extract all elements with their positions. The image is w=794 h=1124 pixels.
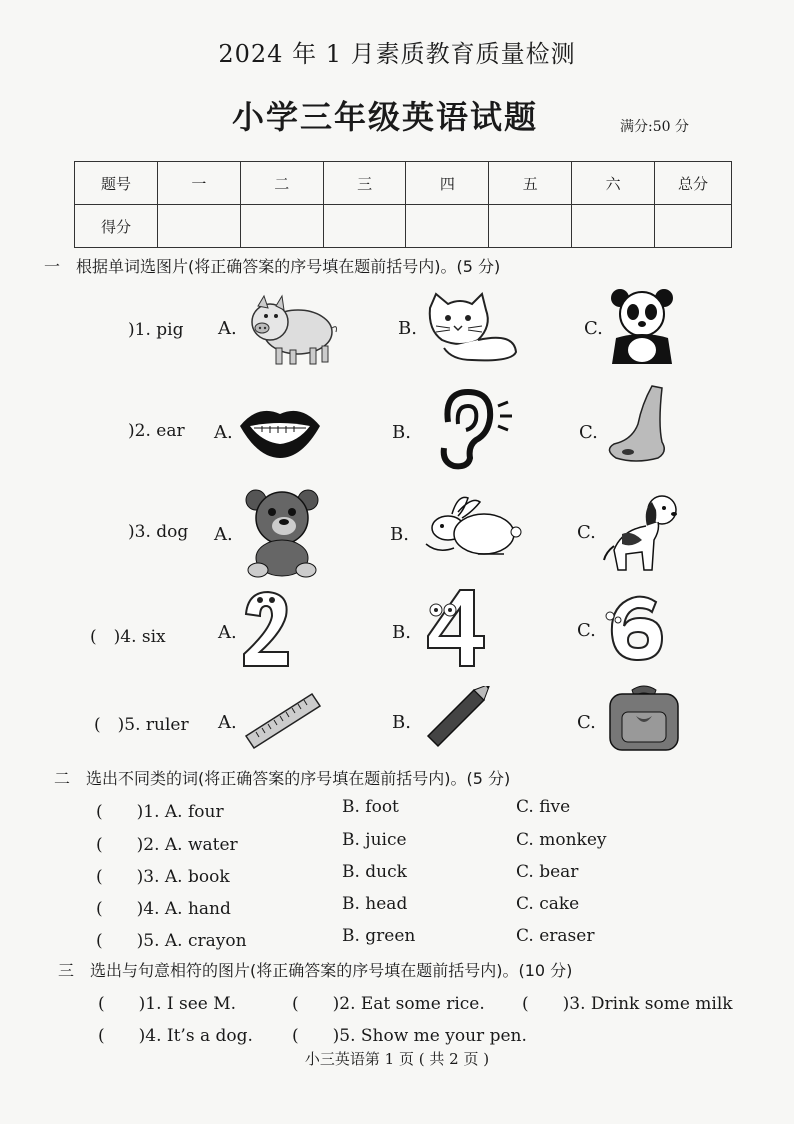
score-blank[interactable] [240,205,323,248]
score-cell: 三 [323,162,406,205]
q3-option-a: A. [214,524,233,545]
s3-q2: ( )2. Eat some rice. [292,994,485,1014]
section1-title: 一 根据单词选图片(将正确答案的序号填在题前括号内)。(5 分) [44,257,501,276]
score-cell: 题号 [75,162,158,205]
s2-q3-c: C. bear [516,862,579,882]
number-2-icon [240,588,294,670]
q5-option-b: B. [392,712,411,733]
s2-q3-a: ( )3. A. book [96,867,230,887]
number-4-icon [424,586,488,670]
s3-q3: ( )3. Drink some milk [522,994,733,1014]
ruler-icon [242,690,324,750]
score-blank[interactable] [572,205,655,248]
exam-subtitle: 2024 年 1 月素质教育质量检测 [218,40,576,68]
score-cell: 六 [572,162,655,205]
mouth-icon [238,402,322,460]
rabbit-icon [418,492,524,562]
s2-q3-b: B. duck [342,862,407,882]
s2-q1-c: C. five [516,797,571,817]
q4-option-a: A. [218,622,237,643]
score-table [74,161,732,248]
s2-q1-b: B. foot [342,797,399,817]
score-blank[interactable] [406,205,489,248]
q2-option-c: C. [579,422,598,443]
section3-title: 三 选出与句意相符的图片(将正确答案的序号填在题前括号内)。(10 分) [58,961,573,980]
s3-q5: ( )5. Show me your pen. [292,1026,527,1046]
score-blank[interactable] [655,205,732,248]
bear-icon [244,486,324,578]
s2-q5-b: B. green [342,926,416,946]
q5-option-c: C. [577,712,596,733]
s2-q4-a: ( )4. A. hand [96,899,231,919]
s2-q4-b: B. head [342,894,408,914]
q2-prompt: )2. ear [128,421,185,441]
q1-option-c: C. [584,318,603,339]
dog-icon [602,490,686,574]
s2-q2-b: B. juice [342,830,407,850]
score-blank[interactable] [489,205,572,248]
bag-icon [604,682,684,752]
s2-q2-c: C. monkey [516,830,607,850]
number-6-icon [604,592,672,664]
score-table-score-row [75,205,732,248]
pencil-icon [424,686,494,752]
q1-option-a: A. [218,318,237,339]
s2-q2-a: ( )2. A. water [96,835,238,855]
score-cell: 四 [406,162,489,205]
s3-q1: ( )1. I see M. [98,994,237,1014]
full-score: 满分:50 分 [620,119,689,135]
q4-option-c: C. [577,620,596,641]
s2-q5-c: C. eraser [516,926,595,946]
score-cell: 二 [240,162,323,205]
q4-prompt: ( )4. six [90,627,166,647]
s3-q4: ( )4. It’s a dog. [98,1026,253,1046]
q5-prompt: ( )5. ruler [94,715,189,735]
nose-icon [602,384,670,464]
q2-option-a: A. [214,422,233,443]
score-table-header-row [75,162,732,205]
q1-option-b: B. [398,318,417,339]
exam-title: 小学三年级英语试题 [232,98,539,136]
q2-option-b: B. [392,422,411,443]
cat-icon [422,292,522,364]
s2-q5-a: ( )5. A. crayon [96,931,247,951]
q3-prompt: )3. dog [128,522,189,542]
q1-prompt: )1. pig [128,320,184,340]
s2-q4-c: C. cake [516,894,580,914]
q3-option-b: B. [390,524,409,545]
page-footer: 小三英语第 1 页 ( 共 2 页 ) [304,1050,490,1068]
s2-q1-a: ( )1. A. four [96,802,224,822]
q4-option-b: B. [392,622,411,643]
score-blank[interactable] [323,205,406,248]
q3-option-c: C. [577,522,596,543]
panda-icon [606,286,686,366]
score-cell: 得分 [75,205,158,248]
pig-icon [240,290,340,370]
score-cell: 五 [489,162,572,205]
score-cell: 总分 [655,162,732,205]
score-cell: 一 [158,162,241,205]
q5-option-a: A. [218,712,237,733]
score-blank[interactable] [158,205,241,248]
section2-title: 二 选出不同类的词(将正确答案的序号填在题前括号内)。(5 分) [54,769,511,788]
ear-icon [434,388,514,470]
